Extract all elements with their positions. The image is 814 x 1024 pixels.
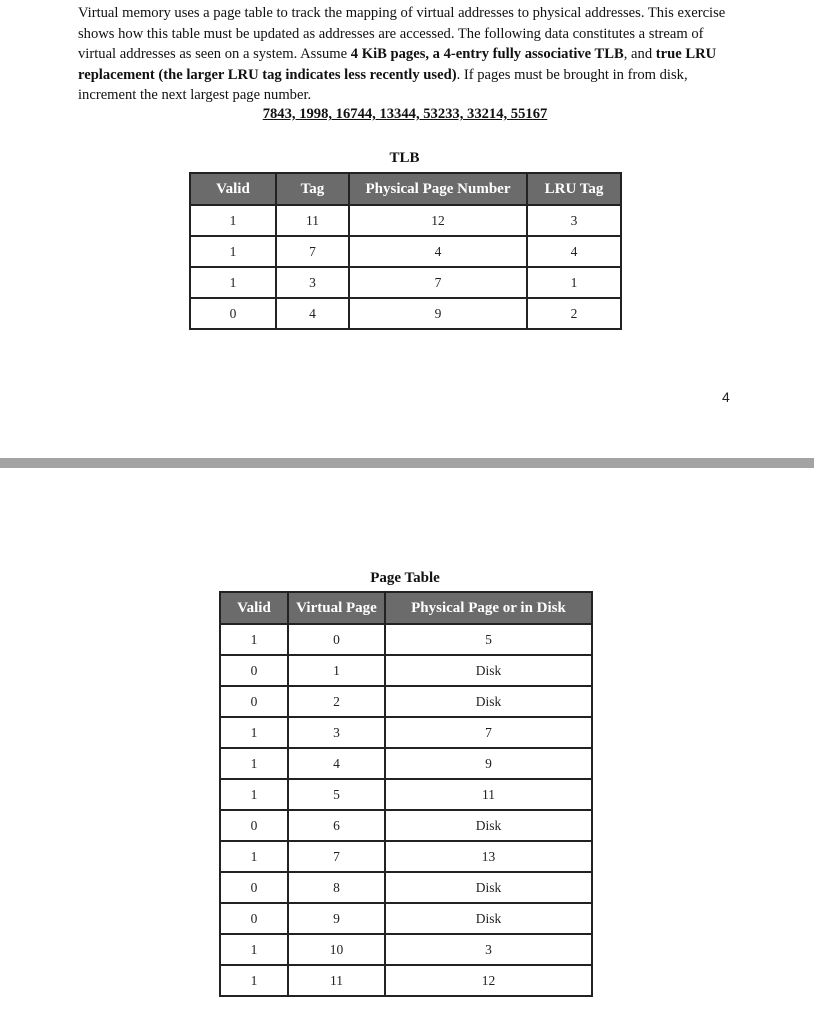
page-table-cell-virtual-page: 0 (288, 624, 385, 655)
tlb-cell-lru-tag: 4 (527, 236, 621, 267)
page-table-row (220, 872, 592, 903)
document-page-top (0, 0, 814, 458)
page-table-cell-physical-page: Disk (385, 903, 592, 934)
page-number: 4 (722, 389, 730, 405)
tlb-cell-tag: 11 (276, 205, 349, 236)
address-stream (0, 106, 814, 123)
page-table-cell-valid: 0 (220, 686, 288, 717)
tlb-cell-lru-tag: 3 (527, 205, 621, 236)
tlb-cell-valid: 1 (190, 267, 276, 298)
page-table-cell-valid: 1 (220, 965, 288, 996)
page-table-cell-valid: 1 (220, 748, 288, 779)
page-table-cell-virtual-page: 7 (288, 841, 385, 872)
page-table-row (220, 965, 592, 996)
page-table-cell-virtual-page: 2 (288, 686, 385, 717)
page-table-row (220, 655, 592, 686)
page-table-cell-virtual-page: 4 (288, 748, 385, 779)
page-table-row (220, 841, 592, 872)
page-table-cell-valid: 0 (220, 903, 288, 934)
page-table-cell-virtual-page: 8 (288, 872, 385, 903)
page-table-cell-physical-page: Disk (385, 872, 592, 903)
tlb-row (190, 298, 621, 329)
page-table-cell-virtual-page: 6 (288, 810, 385, 841)
tlb-cell-valid: 1 (190, 236, 276, 267)
intro-bold-lru: true LRU replacement (the larger LRU tag indicates less recently used) (78, 46, 717, 83)
tlb-cell-valid: 1 (190, 205, 276, 236)
intro-bold-tlb: 4 KiB pages, a 4-entry fully associative TLB (350, 46, 624, 62)
tlb-title: TLB (389, 150, 420, 166)
intro-paragraph (78, 3, 738, 106)
tlb-header-valid: Valid (190, 173, 276, 205)
tlb-table (189, 172, 622, 330)
address-stream-text: 7843, 1998, 16744, 13344, 53233, 33214, 55167 (262, 106, 548, 122)
page-table-cell-valid: 0 (220, 872, 288, 903)
page-table-header-virtual-page: Virtual Page (288, 592, 385, 624)
page-table-header-physical-page: Physical Page or in Disk (385, 592, 592, 624)
page-table-title: Page Table (370, 570, 440, 586)
tlb-cell-valid: 0 (190, 298, 276, 329)
page-table-cell-valid: 0 (220, 810, 288, 841)
page-table-row (220, 779, 592, 810)
tlb-row (190, 205, 621, 236)
tlb-header-physical-page-number: Physical Page Number (349, 173, 527, 205)
page-table-cell-valid: 1 (220, 624, 288, 655)
page-table-cell-physical-page: Disk (385, 810, 592, 841)
page-table-cell-virtual-page: 5 (288, 779, 385, 810)
page-table-cell-virtual-page: 1 (288, 655, 385, 686)
page-table (219, 591, 593, 997)
page-table-cell-physical-page: Disk (385, 655, 592, 686)
tlb-cell-tag: 4 (276, 298, 349, 329)
page-table-header-row (220, 592, 592, 624)
tlb-cell-tag: 3 (276, 267, 349, 298)
page-table-cell-valid: 1 (220, 841, 288, 872)
tlb-cell-physical-page: 4 (349, 236, 527, 267)
page-table-cell-virtual-page: 3 (288, 717, 385, 748)
page-table-cell-valid: 1 (220, 934, 288, 965)
page-table-cell-virtual-page: 10 (288, 934, 385, 965)
page-table-cell-physical-page: 5 (385, 624, 592, 655)
page-table-cell-physical-page: 3 (385, 934, 592, 965)
page-table-cell-physical-page: 11 (385, 779, 592, 810)
tlb-row (190, 236, 621, 267)
page-table-cell-valid: 0 (220, 655, 288, 686)
page-table-cell-virtual-page: 9 (288, 903, 385, 934)
page-table-cell-virtual-page: 11 (288, 965, 385, 996)
tlb-header-tag: Tag (276, 173, 349, 205)
intro-text-2: , and (623, 46, 656, 62)
page-table-row (220, 717, 592, 748)
intro-text-3: . If pages must be brought in from disk, increment the next largest page number. (78, 66, 688, 103)
tlb-cell-physical-page: 7 (349, 267, 527, 298)
page-table-row (220, 624, 592, 655)
page-table-cell-physical-page: 9 (385, 748, 592, 779)
tlb-row (190, 267, 621, 298)
page-table-row (220, 903, 592, 934)
page-table-cell-valid: 1 (220, 717, 288, 748)
tlb-cell-lru-tag: 2 (527, 298, 621, 329)
page-table-row (220, 748, 592, 779)
page-table-cell-physical-page: 12 (385, 965, 592, 996)
page-table-row (220, 810, 592, 841)
page-table-cell-physical-page: 13 (385, 841, 592, 872)
page-table-row (220, 934, 592, 965)
tlb-cell-tag: 7 (276, 236, 349, 267)
page-table-row (220, 686, 592, 717)
page-table-cell-valid: 1 (220, 779, 288, 810)
page-table-cell-physical-page: 7 (385, 717, 592, 748)
tlb-header-lru-tag: LRU Tag (527, 173, 621, 205)
intro-text-1: Virtual memory uses a page table to track the mapping of virtual addresses to physical addresses. This exercise shows how this table must be updated as addresses are accessed. The following data constitutes a stream of virtual addresses as seen on a system. Assume (78, 5, 726, 62)
tlb-cell-physical-page: 9 (349, 298, 527, 329)
page-divider (0, 458, 814, 468)
tlb-header-row (190, 173, 621, 205)
tlb-cell-physical-page: 12 (349, 205, 527, 236)
tlb-cell-lru-tag: 1 (527, 267, 621, 298)
page-table-cell-physical-page: Disk (385, 686, 592, 717)
page-table-header-valid: Valid (220, 592, 288, 624)
